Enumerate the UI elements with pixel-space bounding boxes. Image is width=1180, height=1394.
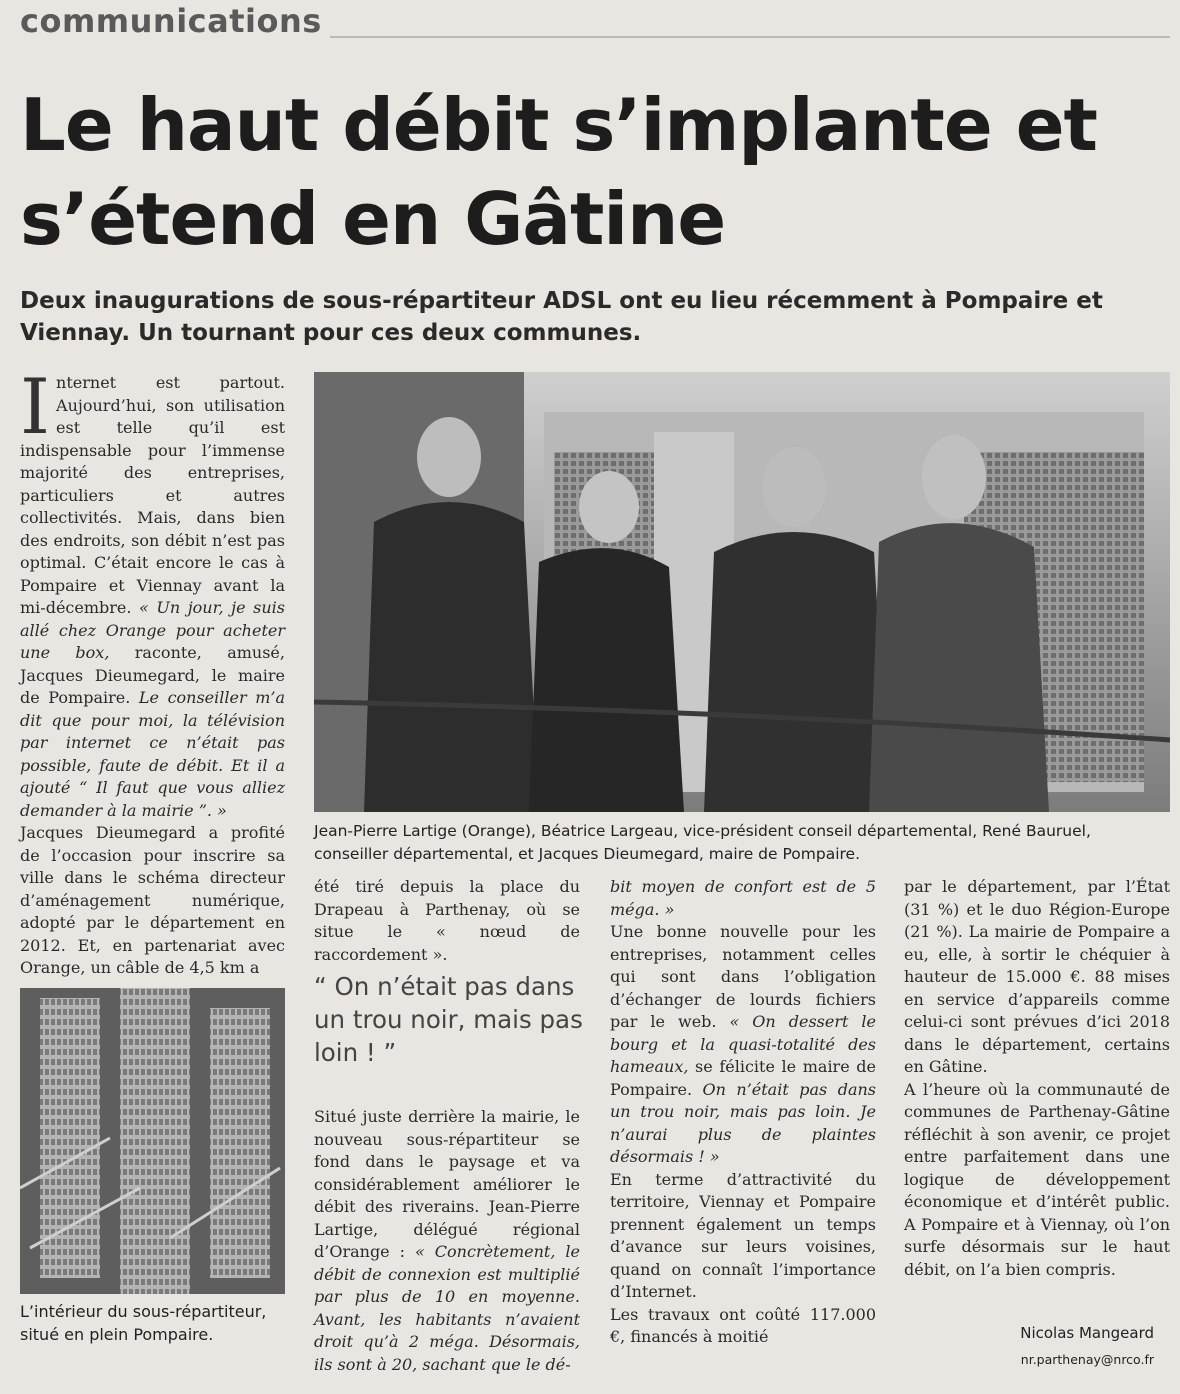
col4-paragraph-1: par le département, par l’État (31 %) et le duo Région-Europe (21 %). La mairie de Pompaire a eu, elle, à sortir le chéquier à hauteur de 15.000 €. 88 mises en service d’appareils comme celui-ci sont prévues d’ici 2018 dans le département, certains en Gâtine.	[904, 877, 1170, 1076]
col2-quote: « Concrètement, le débit de connexion est multiplié par plus de 10 en moyenne. Avant, les habitants n’avaient droit qu’à 2 méga. Désormais, ils sont à 20, sachant que le dé-	[314, 1242, 580, 1374]
col1-quote-2: Le conseiller m’a dit que pour moi, la télévision par internet ce n’était pas possible, faute de débit. Et il a ajouté “ Il faut que vous alliez demander à la mairie ”. »	[20, 688, 285, 820]
main-photo-caption: Jean-Pierre Lartige (Orange), Béatrice Largeau, vice-président conseil départemental, René Bauruel, conseiller départemental, et Jacques Dieumegard, maire de Pompaire.	[314, 822, 1091, 863]
headline: Le haut débit s’implante et s’étend en Gâtine	[20, 83, 1097, 261]
col3-paragraph-2: Une bonne nouvelle pour les entreprises, notamment celles qui sont dans l’obligation d’échanger de lourds fichiers par le web.	[610, 922, 876, 1031]
main-photo	[314, 372, 1170, 812]
section-rubric: communications	[20, 2, 322, 40]
col2-paragraph-2: Situé juste derrière la mairie, le nouveau sous-répartiteur se fond dans le paysage et va considérablement améliorer le débit des riverains. Jean-Pierre Lartige, délégué régional d’Orange :	[314, 1107, 580, 1261]
col3-paragraph-3: En terme d’attractivité du territoire, Viennay et Pompaire prennent également un temps d’avance sur leurs voisines, quand on connaît l’importance d’Internet.	[610, 1169, 876, 1301]
col3-attribution: se félicite le maire de Pompaire.	[610, 1057, 876, 1099]
small-photo-caption: L’intérieur du sous-répartiteur, situé en plein Pompaire.	[20, 1302, 267, 1344]
article-column-4	[904, 876, 1170, 1281]
deck-subtitle: Deux inaugurations de sous-répartiteur ADSL ont eu lieu récemment à Pompaire et Viennay. Un tournant pour ces deux communes.	[20, 288, 1103, 346]
pull-quote: “ On n’était pas dans un trou noir, mais pas loin ! ”	[314, 972, 583, 1067]
col1-paragraph-1: nternet est partout. Aujourd’hui, son utilisation est telle qu’il est indispensable pour l’immense majorité des entreprises, particuliers et autres collectivités. Mais, dans bien des endroits, son débit n’est pas optimal. C’était encore le cas à Pompaire et Viennay avant la mi-décembre.	[20, 373, 285, 617]
col3-quote-3: On n’était pas dans un trou noir, mais pas loin. Je n’aurai plus de plaintes désormais ! »	[610, 1079, 876, 1166]
col4-paragraph-2: A l’heure où la communauté de communes de Parthenay-Gâtine réfléchit à son avenir, ce projet entre parfaitement dans une logique de développement économique et d’intérêt public. A Pompaire et à Viennay, où l’on surfe désormais sur le haut débit, on l’a bien compris.	[904, 1079, 1170, 1279]
article-column-3	[610, 876, 876, 1349]
col1-attribution: raconte, amusé, Jacques Dieumegard, le maire de Pompaire.	[20, 643, 285, 707]
col2-paragraph-1: été tiré depuis la place du Drapeau à Parthenay, où se situe le « nœud de raccordement ».	[314, 877, 580, 964]
col1-paragraph-2: Jacques Dieumegard a profité de l’occasion pour inscrire sa ville dans le schéma directeur d’aménagement numérique, adopté par le département en 2012. Et, en partenariat avec Orange, un câble de 4,5 km a	[20, 823, 285, 977]
drop-cap: I	[20, 362, 51, 451]
author-byline: Nicolas Mangeard	[1020, 1324, 1154, 1342]
article-column-2-bottom	[314, 1106, 580, 1376]
equipment-photo-image	[20, 988, 285, 1294]
inauguration-photo-image	[314, 372, 1170, 812]
small-photo	[20, 988, 285, 1294]
rubric-divider	[330, 36, 1170, 38]
col3-paragraph-4: Les travaux ont coûté 117.000 €, financés à moitié	[610, 1304, 876, 1346]
col3-quote-2: « On dessert le bourg et la quasi-totalité des hameaux,	[610, 1012, 876, 1076]
article-column-2	[314, 876, 580, 966]
col3-quote-1: bit moyen de confort est de 5 méga. »	[610, 877, 876, 919]
article-column-1	[20, 362, 285, 980]
author-email: nr.parthenay@nrco.fr	[1020, 1352, 1154, 1367]
col1-quote-1: « Un jour, je suis allé chez Orange pour acheter une box,	[20, 598, 285, 662]
